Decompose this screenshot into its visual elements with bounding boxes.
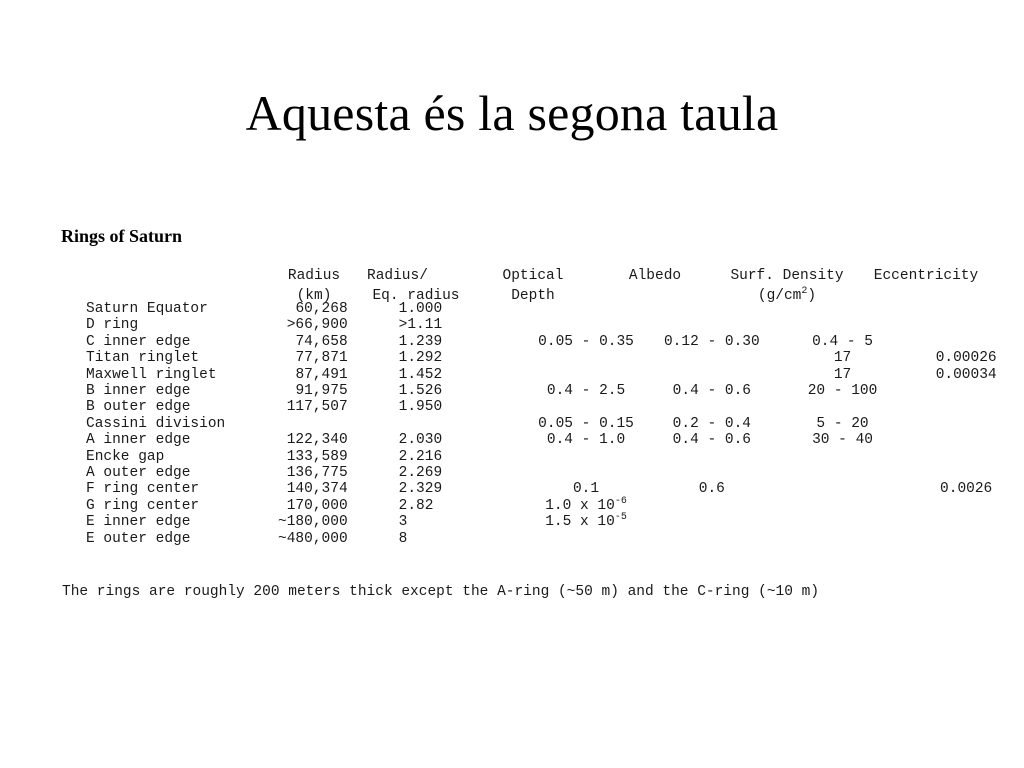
ring-name: D ring [86,317,139,334]
table-row [86,367,1024,383]
ring-optical-depth [525,350,647,366]
ring-eq-radius: 1.239 [398,333,443,350]
optical-depth-mantissa: 1.5 x 10 [545,514,615,531]
ring-name: F ring center [86,481,200,498]
ring-name: Encke gap [86,448,165,465]
table-row [86,301,1024,317]
ring-albedo [647,531,777,547]
header-eq-radius [362,266,470,306]
table-row [86,449,1024,465]
header-radius [272,266,356,306]
ring-albedo [647,514,777,530]
ring-optical-depth [525,317,647,333]
ring-optical-depth [525,449,647,465]
optical-depth-mantissa: 1.0 x 10 [545,497,615,514]
ring-optical-depth: 0.4 - 1.0 [546,432,626,449]
ring-radius: 133,589 [286,448,348,465]
header-radius-line2: (km) [296,288,332,304]
ring-radius: 140,374 [286,481,348,498]
ring-surf-density [777,498,909,514]
ring-radius [276,416,348,432]
ring-eq-radius: 3 [398,514,408,531]
header-eccentricity-line1: Eccentricity [873,268,979,284]
header-optical-depth-line2: Depth [511,288,555,304]
ring-optical-depth [525,498,647,514]
ring-optical-depth: 0.05 - 0.35 [538,333,634,350]
header-eq-radius-line1: Radius/ [367,268,428,284]
ring-surf-density [777,481,909,497]
ring-albedo [647,498,777,514]
ring-albedo [647,301,777,317]
table-row [86,465,1024,481]
ring-albedo: 0.12 - 0.30 [663,333,760,350]
ring-optical-depth: 0.1 [572,481,600,498]
ring-surf-density: 17 [833,350,852,367]
table-row [86,498,1024,514]
ring-eccentricity: 0.0026 [940,481,993,498]
table-row [86,531,1024,547]
ring-surf-density [777,514,909,530]
header-surf-density-line1: Surf. Density [730,268,844,284]
ring-radius: ~480,000 [278,530,348,547]
ring-surf-density: 20 - 100 [807,383,878,400]
ring-name: B outer edge [86,399,191,416]
ring-eq-radius: 2.030 [398,432,443,449]
ring-eq-radius: 1.950 [398,399,443,416]
ring-albedo: 0.2 - 0.4 [672,415,751,432]
ring-name: Cassini division [86,415,226,432]
ring-eq-radius [348,416,525,432]
ring-radius: 117,507 [286,399,348,416]
rings-table-body [86,301,1024,547]
ring-surf-density [777,399,909,415]
ring-optical-depth [525,367,647,383]
ring-eccentricity [908,317,1024,333]
ring-optical-depth [525,301,647,317]
ring-eq-radius: 2.329 [398,481,443,498]
ring-eccentricity: 0.00026 [935,350,997,367]
ring-eccentricity: 0.00034 [935,366,997,383]
header-surf-density-unit-suffix: ) [807,288,817,304]
ring-radius: 74,658 [295,333,348,350]
ring-albedo [647,350,777,366]
ring-radius: 87,491 [295,366,348,383]
ring-eccentricity [908,301,1024,317]
header-surf-density [722,266,852,306]
ring-radius: 91,975 [295,383,348,400]
table-row [86,317,1024,333]
ring-optical-depth: 0.05 - 0.15 [538,415,634,432]
ring-name: B inner edge [86,383,191,400]
ring-surf-density: 30 - 40 [812,432,873,449]
ring-name: A outer edge [86,465,191,482]
ring-name: E inner edge [86,514,191,531]
ring-eq-radius: 8 [398,530,408,547]
ring-surf-density [777,317,909,333]
ring-name: Titan ringlet [86,350,200,367]
ring-radius: 60,268 [295,301,348,317]
table-row [86,383,1024,399]
ring-surf-density: 17 [833,366,852,383]
ring-surf-density [777,465,909,481]
ring-name: Maxwell ringlet [86,366,217,383]
ring-eccentricity [908,383,1024,399]
ring-optical-depth [525,514,647,530]
ring-name: E outer edge [86,530,191,547]
ring-surf-density: 5 - 20 [816,415,869,432]
ring-optical-depth [525,399,647,415]
ring-eccentricity [908,399,1024,415]
ring-albedo: 0.6 [698,481,725,498]
ring-name: G ring center [86,497,200,514]
optical-depth-exponent: -6 [614,496,627,508]
ring-albedo [647,465,777,481]
header-optical-depth-line1: Optical [502,268,564,284]
ring-optical-depth: 0.4 - 2.5 [546,383,626,400]
ring-surf-density [777,301,909,317]
ring-surf-density [777,531,909,547]
ring-albedo [647,317,777,333]
ring-eccentricity [908,498,1024,514]
ring-name: C inner edge [86,333,191,350]
ring-radius: 170,000 [286,497,348,514]
ring-radius: 136,775 [286,465,348,482]
header-optical-depth [480,266,586,306]
table-row [86,399,1024,415]
header-surf-density-unit-exponent: 2 [801,286,808,298]
ring-eccentricity [908,531,1024,547]
ring-radius: 77,871 [295,350,348,367]
ring-radius: >66,900 [286,317,348,334]
ring-name: A inner edge [86,432,191,449]
ring-name: Saturn Equator [86,301,208,317]
ring-eq-radius: >1.11 [398,317,443,334]
table-row [86,334,1024,350]
ring-albedo: 0.4 - 0.6 [672,383,751,400]
ring-surf-density: 0.4 - 5 [812,333,873,350]
footnote: The rings are roughly 200 meters thick except the A-ring (~50 m) and the C-ring (~10 m) [62,584,820,600]
ring-surf-density [777,449,909,465]
ring-eccentricity [908,334,1024,350]
ring-eccentricity [908,465,1024,481]
table-row [86,416,1024,432]
header-surf-density-unit-prefix: (g/cm [757,288,802,304]
ring-eq-radius: 1.000 [398,301,443,317]
ring-eq-radius: 1.292 [398,350,443,367]
ring-optical-depth [525,465,647,481]
rings-table [86,301,1024,547]
ring-albedo: 0.4 - 0.6 [672,432,751,449]
table-row [86,350,1024,366]
header-albedo-line1: Albedo [628,268,682,284]
table-row [86,432,1024,448]
header-radius-line1: Radius [287,268,341,284]
ring-eccentricity [908,416,1024,432]
ring-eccentricity [908,514,1024,530]
header-albedo [605,266,705,286]
ring-eq-radius: 2.269 [398,465,443,482]
table-row [86,514,1024,530]
ring-eq-radius: 2.216 [398,448,443,465]
ring-eq-radius: 2.82 [398,497,434,514]
ring-eccentricity [908,449,1024,465]
header-eccentricity [866,266,986,286]
ring-optical-depth [525,531,647,547]
ring-albedo [647,449,777,465]
ring-eq-radius: 1.452 [398,366,443,383]
ring-eq-radius: 1.526 [398,383,443,400]
ring-eccentricity [908,432,1024,448]
ring-albedo [647,367,777,383]
optical-depth-exponent: -5 [614,512,627,524]
table-row [86,481,1024,497]
ring-albedo [647,399,777,415]
ring-radius: ~180,000 [278,514,348,531]
table-title: Rings of Saturn [61,226,183,246]
slide-title: Aquesta és la segona taula [245,85,779,141]
header-eq-radius-line2: Eq. radius [372,288,460,304]
ring-radius: 122,340 [286,432,348,449]
